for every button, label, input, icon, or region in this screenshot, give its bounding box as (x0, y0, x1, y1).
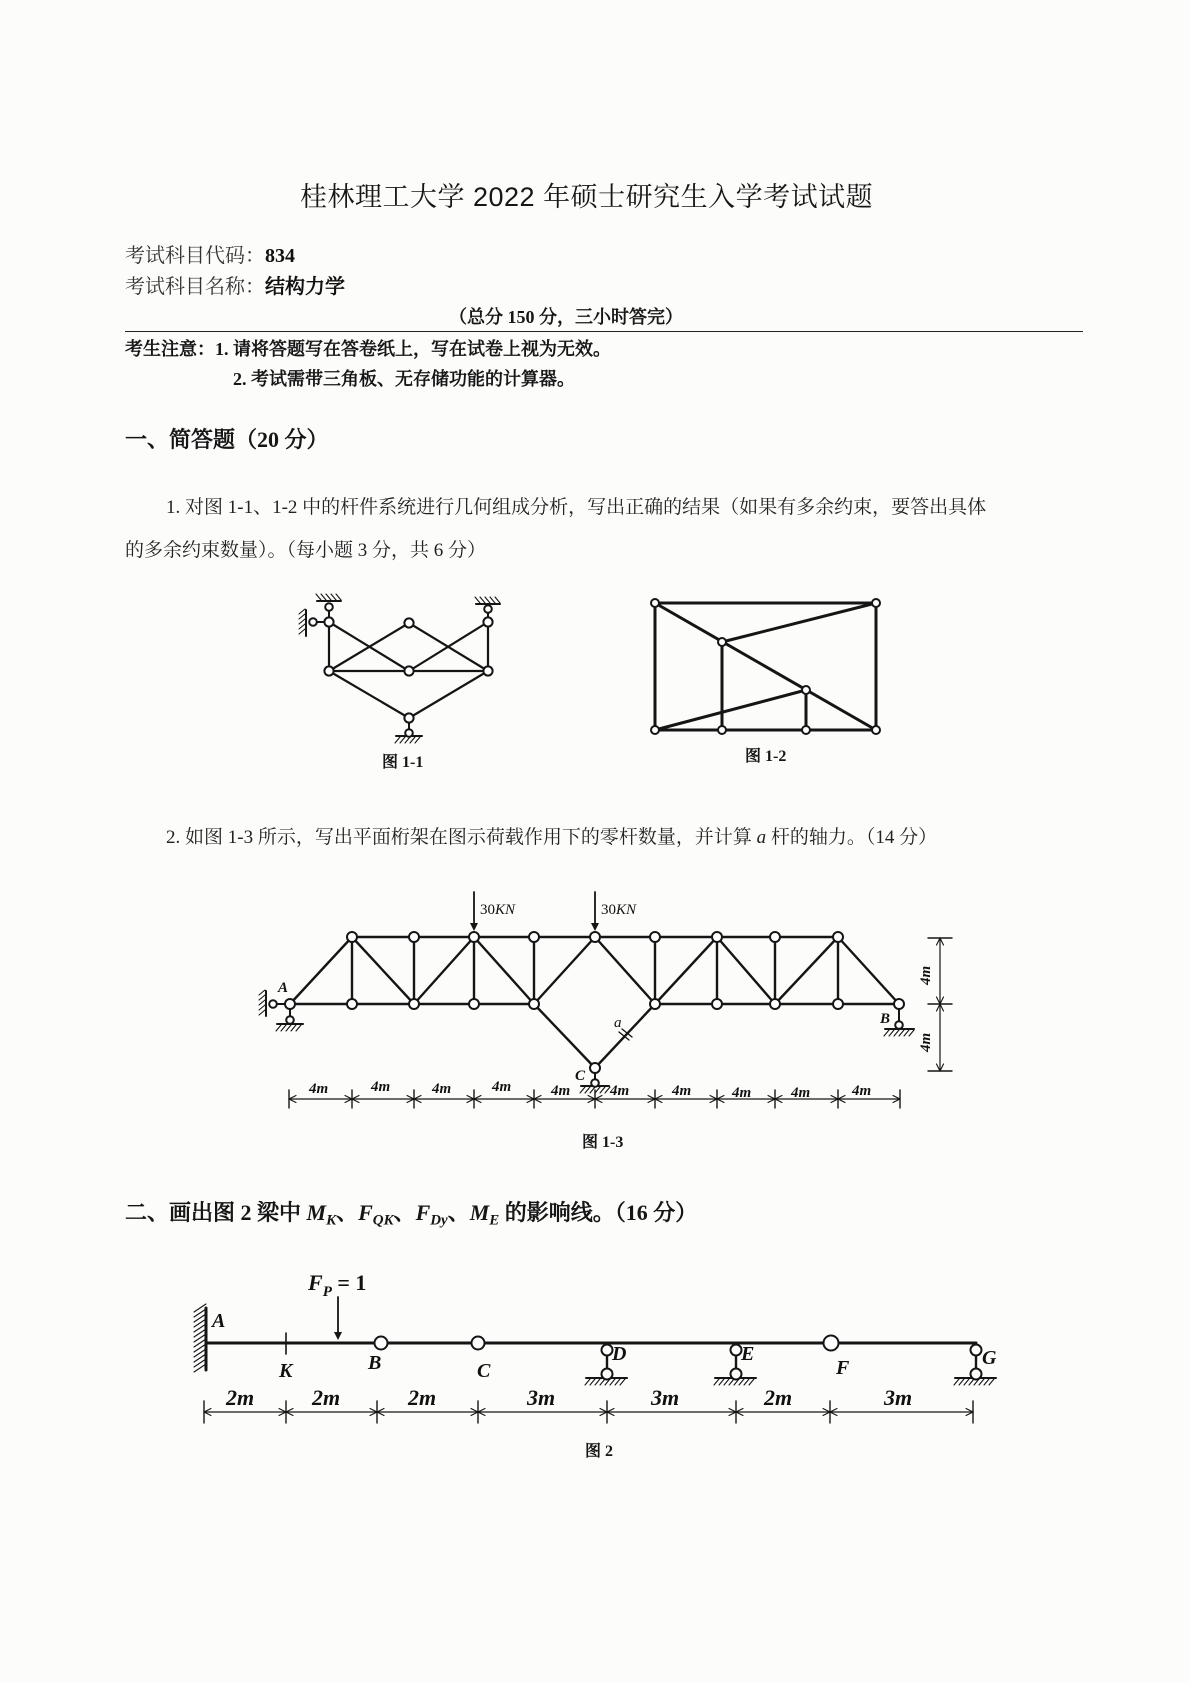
beam-label-k: K (279, 1360, 293, 1382)
hatch-stroke (316, 594, 321, 600)
top-joint (650, 932, 660, 942)
hatch-stroke (299, 619, 305, 624)
diagonal-member (534, 937, 595, 1004)
joint-node (483, 666, 492, 675)
hatch-stroke (331, 594, 336, 600)
notice-line-2 (233, 369, 575, 391)
hatch-stroke (989, 1379, 994, 1385)
header-divider (125, 331, 1083, 332)
top-joint (529, 932, 539, 942)
hatch-stroke (490, 597, 495, 603)
hatch-stroke (969, 1379, 974, 1385)
support-pin-lower (602, 1369, 613, 1380)
hatch-stroke (889, 1030, 894, 1036)
hatch-stroke (405, 737, 410, 743)
quantity-fqk (358, 1200, 416, 1229)
notice-item: 1. 请将答题写在答卷纸上，写在试卷上视为无效。 (215, 339, 611, 359)
quantity-symbol: F (358, 1200, 373, 1225)
question-2-text-after: 杆的轴力。（14 分） (766, 827, 938, 848)
subject-code-row (125, 244, 295, 268)
top-joint (833, 932, 843, 942)
dim-label: 4m (791, 1085, 811, 1101)
figure-1-1-caption: 图 1-1 (382, 754, 424, 771)
dim-label: 4m (610, 1083, 630, 1099)
separator: 、 (336, 1200, 359, 1225)
bottom-joint (712, 999, 722, 1009)
beam-label-a: A (212, 1310, 226, 1332)
joint-node (802, 686, 810, 694)
beam-label-d: D (612, 1343, 627, 1365)
hatch-stroke (495, 597, 500, 603)
bottom-joint (894, 999, 904, 1009)
arrow-head (591, 923, 599, 931)
support-a-wall-hatch (259, 990, 266, 1016)
bottom-joint (469, 999, 479, 1009)
question-2-text (166, 827, 937, 850)
subject-code-value: 834 (265, 245, 295, 267)
quantity-fdy (415, 1200, 470, 1229)
member-a-ref: a (756, 827, 767, 848)
top-joint (590, 932, 600, 942)
hinge-f (824, 1336, 839, 1351)
hatch-stroke (259, 1000, 265, 1005)
joint-node (872, 726, 880, 734)
load-value: = 1 (331, 1270, 367, 1295)
separator: 、 (393, 1200, 416, 1225)
section-1-heading: 一、简答题（20 分） (125, 427, 329, 452)
hatch-stroke (595, 1087, 600, 1093)
figure-1-2-caption: 图 1-2 (745, 748, 787, 765)
dim-label: 2m (226, 1385, 255, 1410)
beam-dimension-labels (225, 1385, 912, 1410)
joint-node (651, 599, 659, 607)
frame-member (655, 690, 806, 730)
quantity-subscript: K (326, 1212, 337, 1229)
total-score-note: （总分 150 分，三小时答完） (449, 307, 683, 327)
hatch-stroke (739, 1379, 744, 1385)
arrow-head (470, 923, 478, 931)
hatch-stroke (400, 737, 405, 743)
node-label-b: B (880, 1011, 891, 1027)
hatch-stroke (954, 1379, 959, 1385)
hatch-stroke (729, 1379, 734, 1385)
dim-label: 4m (732, 1085, 752, 1101)
quantity-subscript: E (489, 1212, 500, 1229)
frame-member (722, 603, 876, 642)
quantity-symbol: M (306, 1200, 327, 1225)
diagonal-member (474, 937, 534, 1004)
hatch-stroke (286, 1025, 291, 1031)
question-1-line-2: 的多余约束数量）。（每小题 3 分，共 6 分） (125, 540, 487, 561)
hatch-stroke (291, 1025, 296, 1031)
joint-node (802, 726, 810, 734)
figure-1-2 (640, 590, 890, 745)
section-2-suffix: 的影响线。（16 分） (499, 1200, 698, 1225)
support-pin (591, 1079, 599, 1087)
beam-label-e: E (741, 1343, 755, 1365)
dim-label: 4m (672, 1083, 692, 1099)
load-arrow-1 (470, 892, 478, 931)
beam-label-g: G (982, 1347, 997, 1369)
hatch-stroke (296, 1025, 301, 1031)
joint-c (590, 1063, 600, 1073)
dim-label: 4m (371, 1079, 391, 1095)
figure-2 (180, 1255, 1000, 1440)
joint-node (324, 617, 333, 626)
top-right-support-hatch (475, 597, 500, 604)
hatch-stroke (585, 1379, 590, 1385)
beam-label-b: B (368, 1352, 382, 1374)
subject-name-value: 结构力学 (265, 276, 345, 298)
hatch-stroke (615, 1379, 620, 1385)
hinge-c (472, 1337, 485, 1350)
diamond-member (534, 1004, 595, 1068)
hatch-stroke (744, 1379, 749, 1385)
quantity-subscript: Dy (430, 1212, 448, 1229)
figure-2-caption: 图 2 (585, 1443, 614, 1460)
dim-label: 4m (492, 1079, 512, 1095)
hatch-stroke (600, 1087, 605, 1093)
hatch-stroke (590, 1379, 595, 1385)
beam-label-f: F (836, 1357, 850, 1379)
hatch-stroke (909, 1030, 914, 1036)
quantity-symbol: F (415, 1200, 431, 1225)
joint-node (324, 666, 333, 675)
hinge-b (375, 1337, 388, 1350)
diagonal-member (775, 937, 838, 1004)
hatch-stroke (336, 594, 341, 600)
question-2-text-before: 2. 如图 1-3 所示，写出平面桁架在图示荷载作用下的零杆数量，并计算 (166, 827, 757, 848)
support-pin-lower (971, 1369, 982, 1380)
support-pin-upper (971, 1345, 982, 1356)
top-joint (469, 932, 479, 942)
hatch-stroke (595, 1379, 600, 1385)
hatch-stroke (894, 1030, 899, 1036)
hatch-stroke (600, 1379, 605, 1385)
hatch-stroke (610, 1379, 615, 1385)
load-unit: KN (616, 902, 637, 918)
quantity-mk (306, 1200, 359, 1229)
dim-label: 4m (551, 1083, 571, 1099)
hatch-stroke (299, 624, 305, 629)
hatch-stroke (590, 1087, 595, 1093)
beam-label-c: C (477, 1360, 491, 1382)
hatch-stroke (984, 1379, 989, 1385)
section-2-heading (125, 1200, 697, 1230)
bottom-joint (529, 999, 539, 1009)
joint-node (404, 713, 413, 722)
load-symbol: F (308, 1270, 323, 1295)
subject-code-label: 考试科目代码： (125, 245, 265, 267)
joint-node (718, 726, 726, 734)
joint-node (404, 618, 413, 627)
support-pin-lower (731, 1369, 742, 1380)
fixed-support-a (193, 1304, 206, 1372)
hatch-stroke (281, 1025, 286, 1031)
hatch-stroke (326, 594, 331, 600)
bottom-joint (409, 999, 419, 1009)
subject-name-label: 考试科目名称： (125, 276, 265, 298)
dim-label: 2m (312, 1385, 341, 1410)
member-label-a: a (614, 1015, 622, 1031)
bottom-joint (285, 999, 295, 1009)
diagonal-member (717, 937, 775, 1004)
dim-label: 4m (432, 1081, 452, 1097)
hatch-stroke (620, 1379, 625, 1385)
left-wall-hatch (299, 609, 306, 636)
dim-label: 3m (527, 1385, 556, 1410)
hatch-stroke (884, 1030, 889, 1036)
hatch-stroke (719, 1379, 724, 1385)
support-pin (286, 1016, 294, 1024)
dim-label: 2m (764, 1385, 793, 1410)
joint-node (404, 666, 413, 675)
hatch-stroke (979, 1379, 984, 1385)
diagonal-member (290, 937, 352, 1004)
hatch-stroke (964, 1379, 969, 1385)
notice-line-1 (125, 339, 611, 361)
top-joint (409, 932, 419, 942)
diagonal-member (595, 937, 655, 1004)
hatch-stroke (299, 629, 305, 634)
subject-name-row (125, 275, 345, 299)
support-pin (269, 1000, 277, 1008)
section-2-prefix: 二、画出图 2 梁中 (125, 1200, 307, 1225)
diagonal-member (352, 937, 414, 1004)
diagonal-member (414, 937, 474, 1004)
dim-label: 3m (884, 1385, 913, 1410)
hatch-stroke (276, 1025, 281, 1031)
truss-member (329, 671, 409, 718)
support-b-ground-hatch (884, 1029, 914, 1036)
load-unit: KN (495, 902, 516, 918)
support-pin (895, 1021, 903, 1029)
hatch-stroke (899, 1030, 904, 1036)
top-left-support-hatch (316, 594, 341, 601)
hatch-stroke (485, 597, 490, 603)
hatch-stroke (259, 1005, 265, 1010)
load-value: 30 (601, 902, 616, 918)
load-label-1 (480, 902, 516, 918)
hatch-stroke (475, 597, 480, 603)
figure-1-3-caption: 图 1-3 (582, 1134, 624, 1151)
figure-1-3 (255, 875, 955, 1115)
hatch-stroke (410, 737, 415, 743)
vertical-dim-label-upper: 4m (918, 965, 934, 985)
load-arrow-2 (591, 892, 599, 931)
load-label-2 (601, 902, 637, 918)
joint-node (718, 638, 726, 646)
unit-load-arrow (334, 1297, 342, 1340)
question-1-line-1: 1. 对图 1-1、1-2 中的杆件系统进行几何组成分析，写出正确的结果（如果有多余约束，要答出具体 (166, 497, 987, 518)
notice-item: 2. 考试需带三角板、无存储功能的计算器。 (233, 369, 575, 389)
dim-label: 4m (852, 1083, 872, 1099)
unit-load-label (307, 1270, 366, 1300)
hatch-stroke (259, 990, 265, 995)
hatch-stroke (959, 1379, 964, 1385)
hatch-stroke (480, 597, 485, 603)
hatch-stroke (415, 737, 420, 743)
hatch-stroke (395, 737, 400, 743)
quantity-me (469, 1200, 500, 1229)
bottom-joint (833, 999, 843, 1009)
support-pin (309, 618, 317, 626)
quantity-subscript: QK (372, 1212, 394, 1229)
hatch-stroke (724, 1379, 729, 1385)
dim-label: 3m (651, 1385, 680, 1410)
hatch-stroke (299, 614, 305, 619)
truss-member (409, 671, 488, 718)
node-label-c: C (575, 1068, 586, 1084)
hatch-stroke (749, 1379, 754, 1385)
support-pin-upper (731, 1345, 742, 1356)
support-pin (484, 605, 492, 613)
hatch-stroke (714, 1379, 719, 1385)
hatch-stroke (299, 609, 305, 614)
hatch-stroke (585, 1087, 590, 1093)
notice-label: 考生注意： (125, 339, 215, 359)
bottom-joint (347, 999, 357, 1009)
support-pin-upper (602, 1345, 613, 1356)
horizontal-dimension-labels (308, 1079, 871, 1101)
frame-member (655, 603, 876, 730)
dim-label: 2m (408, 1385, 437, 1410)
hatch-stroke (321, 594, 326, 600)
joint-node (651, 726, 659, 734)
arrow-head (334, 1332, 342, 1340)
load-subscript: P (322, 1284, 332, 1300)
support-a-ground-hatch (276, 1024, 303, 1031)
hatch-stroke (580, 1087, 585, 1093)
vertical-dim-label-lower: 4m (918, 1032, 934, 1052)
hatch-stroke (259, 995, 265, 1000)
diagonal-member (655, 937, 717, 1004)
exam-title: 桂林理工大学 2022 年硕士研究生入学考试试题 (300, 182, 874, 212)
dim-label: 4m (309, 1081, 329, 1097)
separator: 、 (447, 1200, 470, 1225)
support-pin (405, 729, 413, 737)
node-label-a: A (278, 980, 289, 996)
top-joint (770, 932, 780, 942)
bottom-joint (770, 999, 780, 1009)
hatch-stroke (259, 1010, 265, 1015)
hatch-stroke (904, 1030, 909, 1036)
load-value: 30 (480, 902, 495, 918)
joint-node (483, 617, 492, 626)
quantity-symbol: M (469, 1200, 490, 1225)
top-joint (712, 932, 722, 942)
top-joint (347, 932, 357, 942)
support-pin (325, 603, 333, 611)
figure-1-1 (295, 590, 505, 750)
bottom-joint (650, 999, 660, 1009)
diagonal-member (838, 937, 899, 1004)
joint-node (872, 599, 880, 607)
